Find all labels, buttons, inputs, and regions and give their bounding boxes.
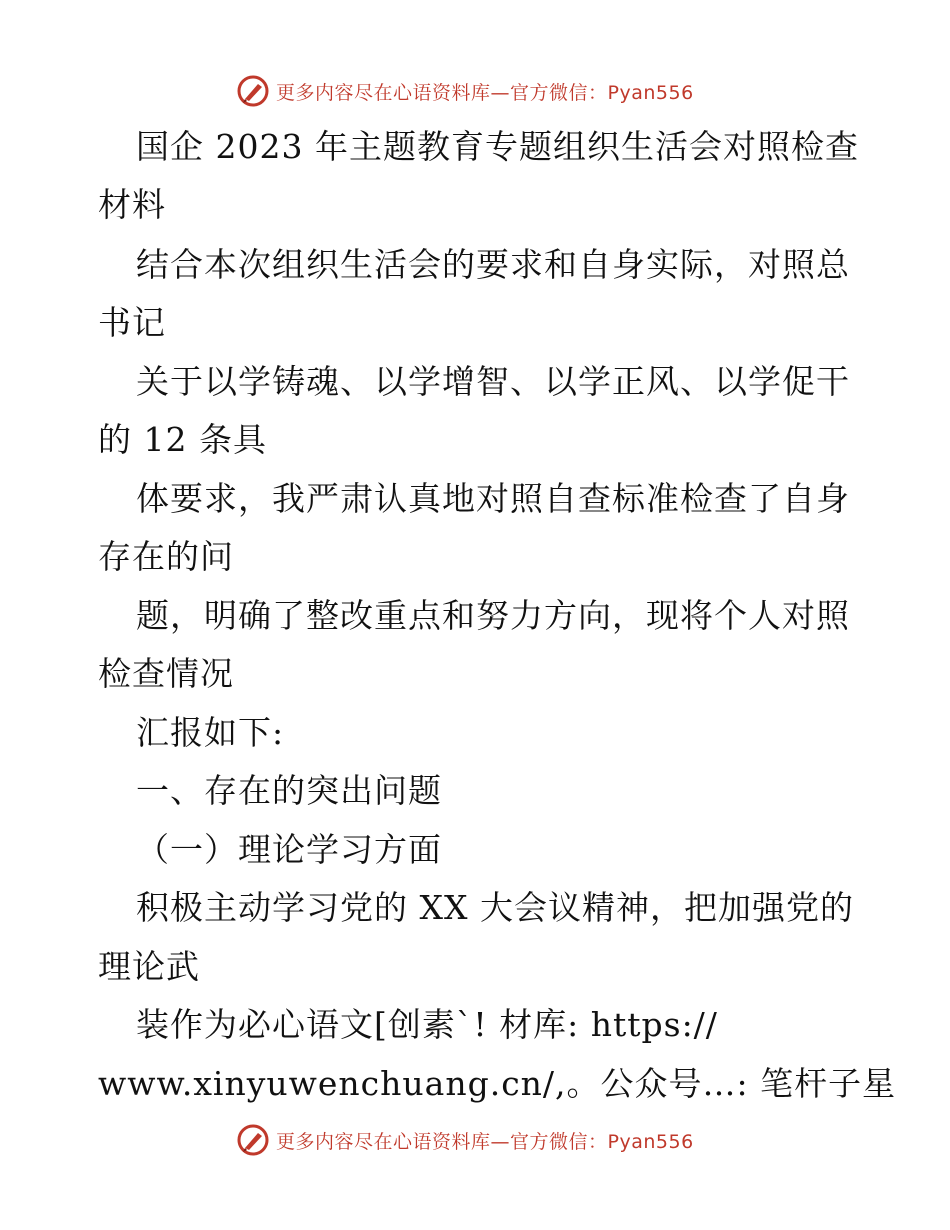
header-watermark	[236, 74, 694, 108]
pen-logo-icon	[236, 74, 270, 108]
body-line: 体要求，我严肃认真地对照自查标准检查了自身	[136, 479, 850, 518]
body-line: 材料	[98, 185, 166, 224]
subsection-heading: （一）理论学习方面	[136, 830, 442, 869]
body-line: 检查情况	[98, 654, 234, 693]
watermark-text: 更多内容尽在心语资料库—官方微信：Pyan556	[276, 1130, 694, 1153]
body-line: 书记	[98, 303, 166, 342]
body-line: www.xinyuwenchuang.cn/,。公众号…: 笔杆子星	[98, 1064, 897, 1103]
body-line: 存在的问	[98, 537, 234, 576]
section-heading: 一、存在的突出问题	[136, 771, 442, 810]
body-line: 装作为必心语文[创素`! 材库: https://	[136, 1005, 718, 1044]
body-line: 题，明确了整改重点和努力方向，现将个人对照	[136, 596, 850, 635]
watermark-text: 更多内容尽在心语资料库—官方微信：Pyan556	[276, 81, 694, 104]
body-line: 的 12 条具	[98, 420, 267, 459]
body-line: 积极主动学习党的 XX 大会议精神，把加强党的	[136, 888, 854, 927]
body-line: 汇报如下:	[136, 713, 285, 752]
body-line: 理论武	[98, 947, 200, 986]
body-line: 结合本次组织生活会的要求和自身实际，对照总	[136, 245, 850, 284]
pen-logo-icon	[236, 1123, 270, 1157]
footer-watermark	[236, 1123, 694, 1157]
body-line: 国企 2023 年主题教育专题组织生活会对照检查	[136, 127, 859, 166]
body-line: 关于以学铸魂、以学增智、以学正风、以学促干	[136, 362, 850, 401]
